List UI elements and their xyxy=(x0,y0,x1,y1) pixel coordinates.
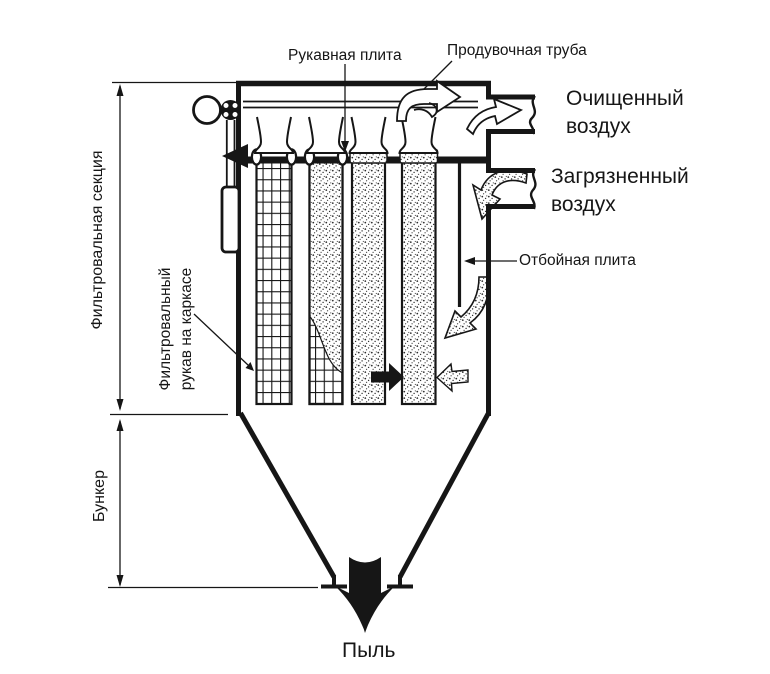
label-dirty-air xyxy=(551,163,689,219)
filter-bag-3 xyxy=(352,162,385,404)
label-tube-sheet: Рукавная плита xyxy=(288,47,402,64)
label-filter-bag-line1: Фильтровальный xyxy=(157,267,174,391)
venturi-4 xyxy=(400,117,438,153)
label-filter-bag xyxy=(155,259,197,399)
label-baffle-plate: Отбойная плита xyxy=(519,252,636,269)
clean-air-arrow-2 xyxy=(467,99,521,134)
label-blow-pipe: Продувочная труба xyxy=(447,42,587,59)
venturi-1 xyxy=(255,117,293,153)
dirty-air-arrow-2 xyxy=(445,277,489,338)
label-hopper: Бункер xyxy=(91,470,108,522)
filter-bag-4 xyxy=(402,162,436,404)
label-filter-bag-line2: рукав на каркасе xyxy=(178,267,195,391)
hopper-left-slope xyxy=(241,413,335,577)
label-dust: Пыль xyxy=(342,639,396,662)
hopper-right-slope xyxy=(400,413,489,577)
filter-bags xyxy=(257,162,436,404)
dust-outlet-arrow xyxy=(335,557,395,633)
label-filter-section: Фильтровальная секция xyxy=(89,150,106,330)
hopper-walls xyxy=(241,413,489,587)
clean-air-arrow-1 xyxy=(397,81,460,121)
label-dirty-air-line1: Загрязненный xyxy=(551,165,689,188)
label-clean-air xyxy=(566,85,684,141)
dirty-air-arrow-1 xyxy=(473,171,527,219)
label-clean-air-line2: воздух xyxy=(566,115,631,138)
dust-flow-arrow-stippled xyxy=(437,364,468,391)
filter-bag-1-cage xyxy=(257,162,292,404)
pulse-valve-icon xyxy=(221,100,241,120)
label-dirty-air-line2: воздух xyxy=(551,193,616,216)
outlet-duct-torn-edge xyxy=(530,96,535,134)
air-supply-bracket xyxy=(222,187,239,252)
venturi-3 xyxy=(350,117,388,153)
label-clean-air-line1: Очищенный xyxy=(566,87,684,110)
venturi-2 xyxy=(307,117,345,153)
tube-sheet-assembly xyxy=(241,117,488,165)
compressed-air-tank-icon xyxy=(194,97,221,124)
inlet-duct-torn-edge xyxy=(531,169,535,209)
